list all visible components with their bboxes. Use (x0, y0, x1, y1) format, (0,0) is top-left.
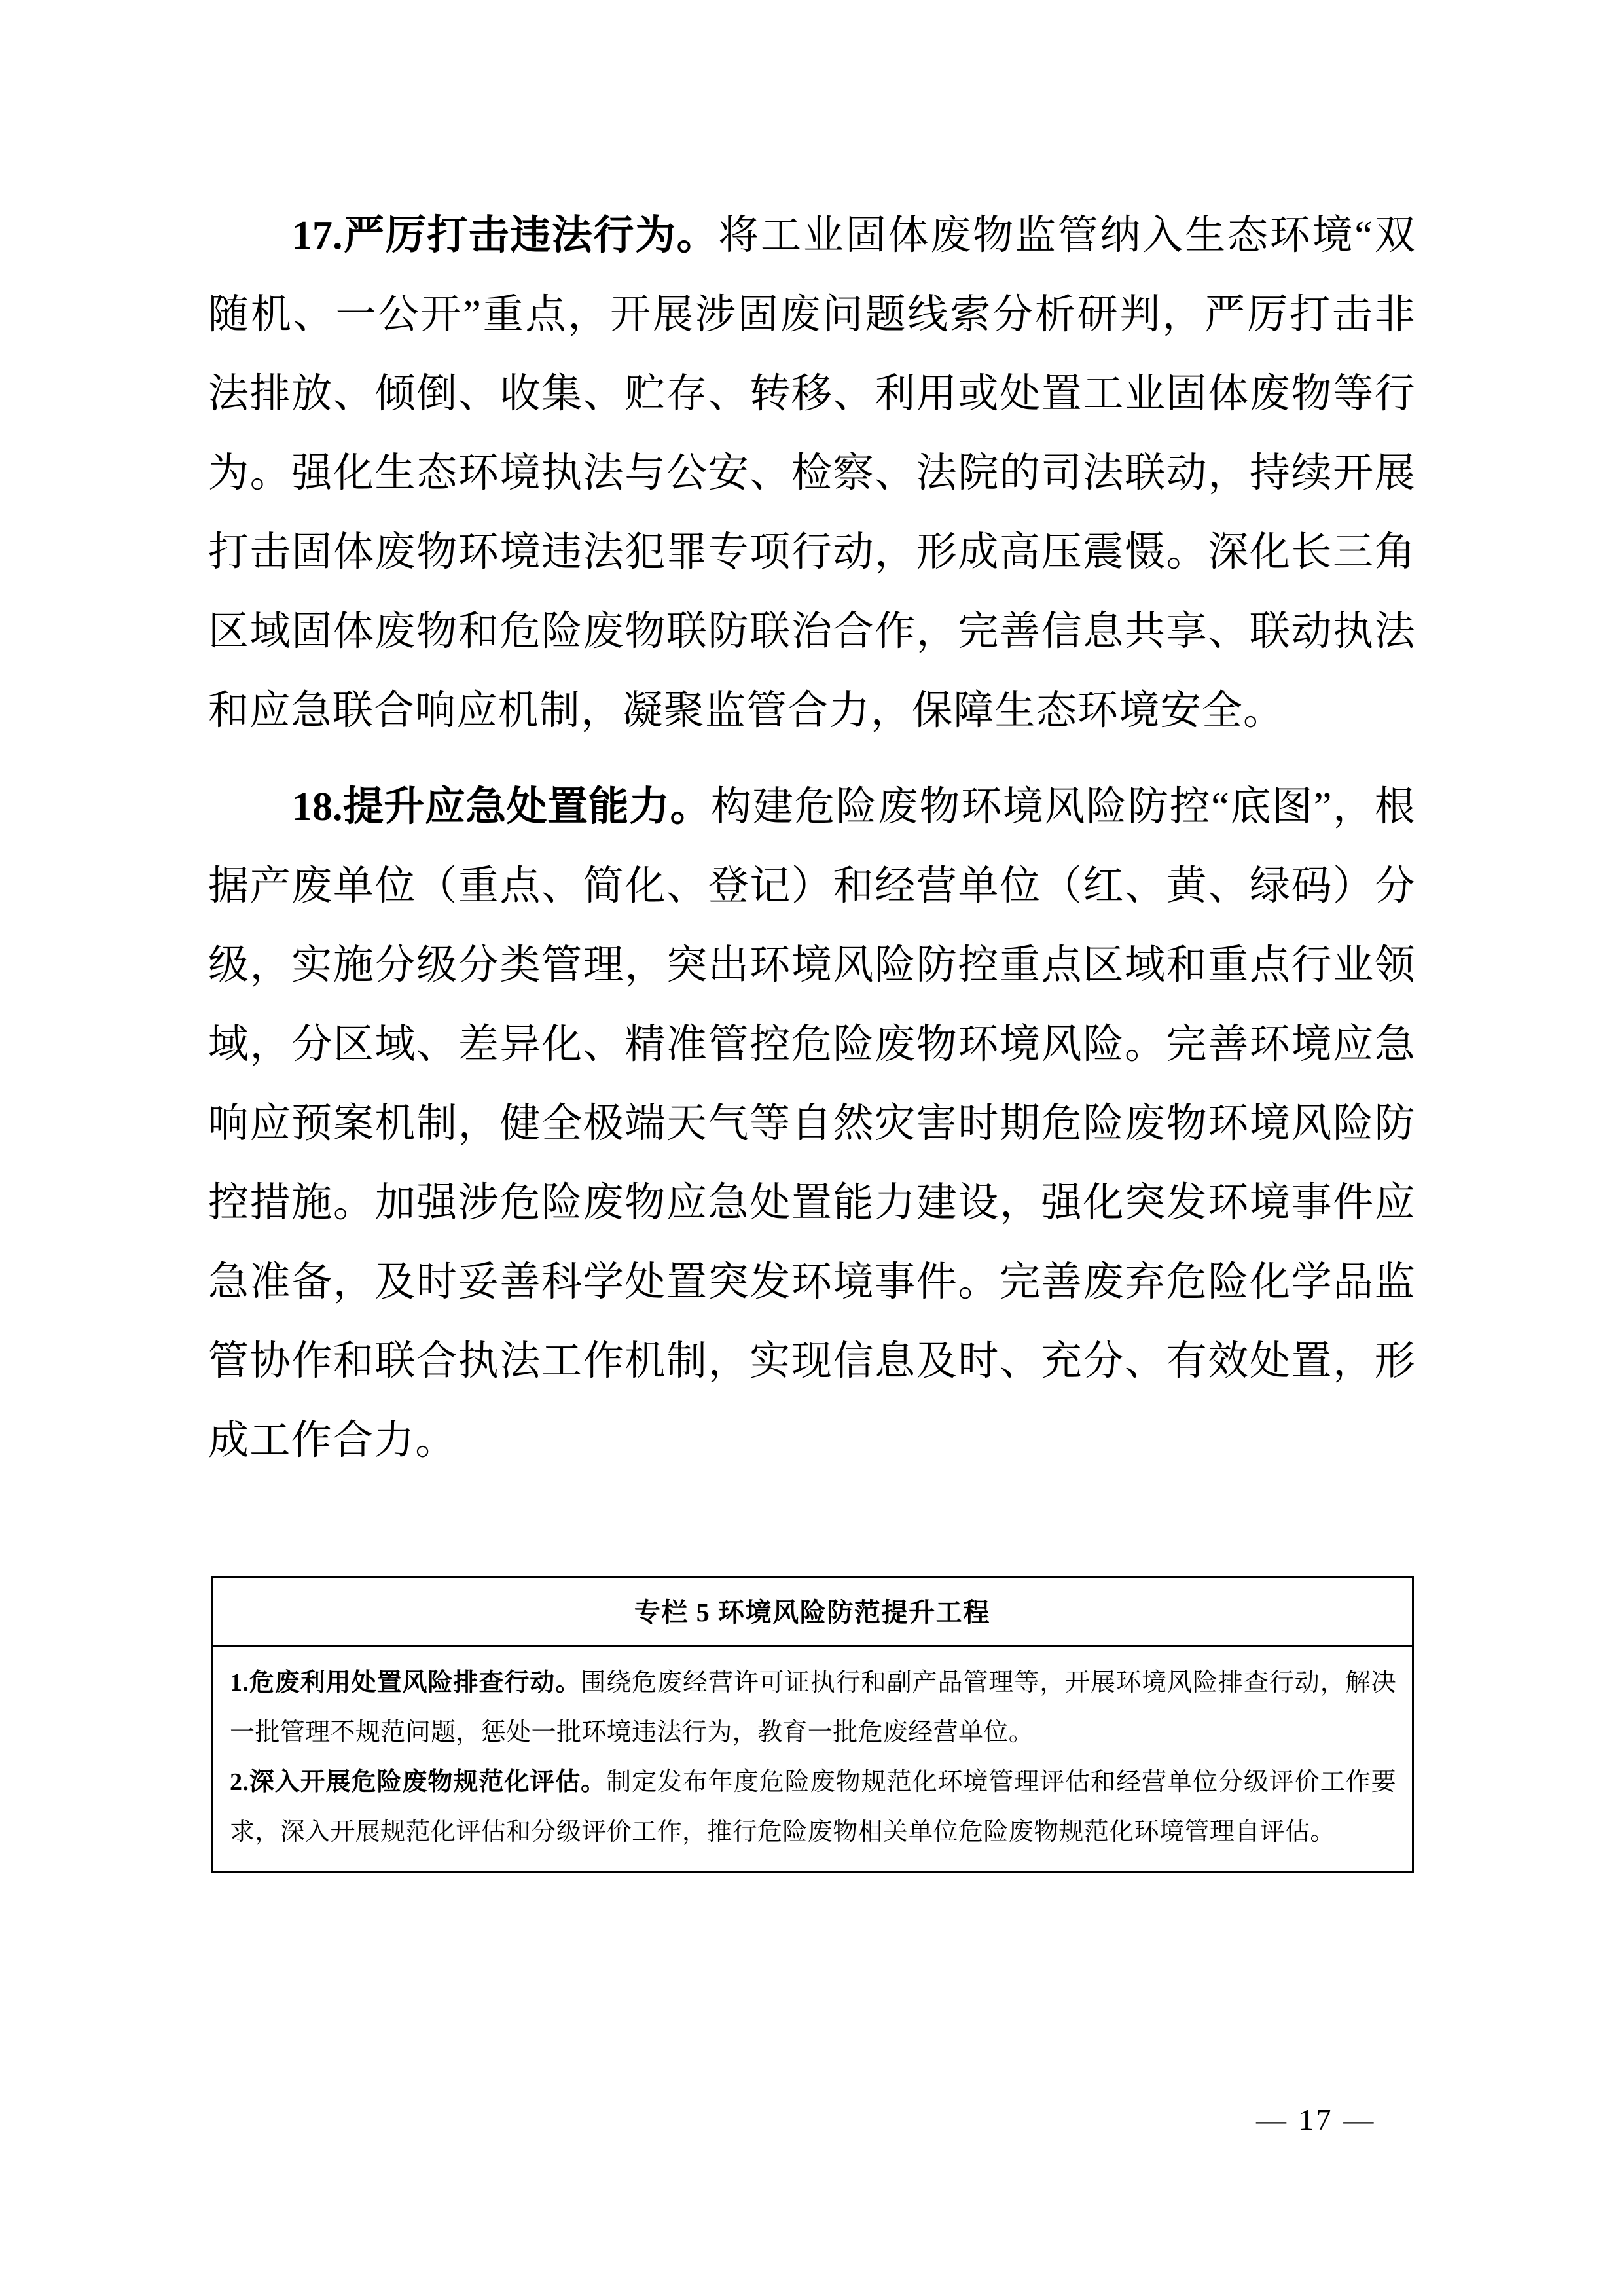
callout-item-2-lead: 2.深入开展危险废物规范化评估。 (230, 1768, 607, 1796)
callout-box-title: 专栏 5 环境风险防范提升工程 (213, 1578, 1412, 1647)
callout-item-2 (230, 1757, 1396, 1857)
paragraph-17-heading: 17.严厉打击违法行为。 (292, 213, 719, 258)
callout-box-body (213, 1647, 1412, 1871)
callout-item-1-lead: 1.危废利用处置风险排查行动。 (230, 1669, 581, 1696)
callout-item-1 (230, 1658, 1396, 1757)
callout-item-2-text: 制定发布年度危险废物规范化环境管理评估和经营单位分级评价工作要求，深入开展规范化评估和分级评价工作，推行危险废物相关单位危险废物规范化环境管理自评估。 (230, 1768, 1396, 1846)
page-footer-inner (1252, 2102, 1380, 2137)
callout-item-1-text: 围绕危废经营许可证执行和副产品管理等，开展环境风险排查行动，解决一批管理不规范问题，惩处一批环境违法行为，教育一批危废经营单位。 (230, 1669, 1397, 1746)
page-number: — 17 — (1255, 2103, 1377, 2136)
callout-box (211, 1576, 1414, 1873)
paragraph-17 (208, 196, 1416, 751)
page-body (208, 196, 1416, 1483)
paragraph-18 (208, 768, 1416, 1480)
paragraph-17-text: 将工业固体废物监管纳入生态环境“双随机、一公开”重点，开展涉固废问题线索分析研判，严厉打击非法排放、倾倒、收集、贮存、转移、利用或处置工业固体废物等行为。强化生态环境执法与公安、检察、法院的司法联动，持续开展打击固体废物环境违法犯罪专项行动，形成高压震慑。深化长三角区域固体废物和危险废物联防联治合作，完善信息共享、联动执法和应急联合响应机制，凝聚监管合力，保障生态环境安全。 (208, 213, 1416, 733)
page-footer (0, 2102, 1624, 2137)
paragraph-18-heading: 18.提升应急处置能力。 (292, 785, 711, 829)
paragraph-18-text: 构建危险废物环境风险防控“底图”，根据产废单位（重点、简化、登记）和经营单位（红、黄、绿码）分级，实施分级分类管理，突出环境风险防控重点区域和重点行业领域，分区域、差异化、精准管控危险废物环境风险。完善环境应急响应预案机制，健全极端天气等自然灾害时期危险废物环境风险防控措施。加强涉危险废物应急处置能力建设，强化突发环境事件应急准备，及时妥善科学处置突发环境事件。完善废弃危险化学品监管协作和联合执法工作机制，实现信息及时、充分、有效处置，形成工作合力。 (208, 785, 1416, 1463)
